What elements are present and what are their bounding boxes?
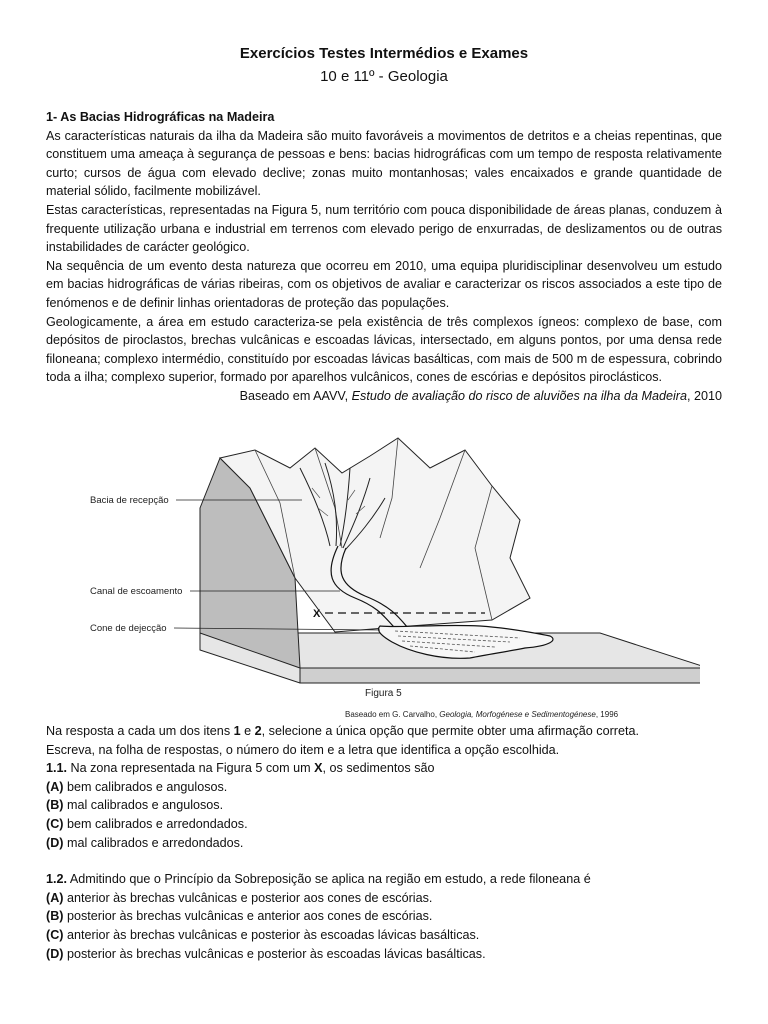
figure-5 xyxy=(80,428,700,726)
option-letter: (D) xyxy=(46,946,64,961)
source-title: Estudo de avaliação do risco de aluviões na ilha da Madeira xyxy=(351,388,687,403)
question-stem: Admitindo que o Princípio da Sobreposição se aplica na região em estudo, a rede filoneana é xyxy=(67,872,591,887)
option-text: bem calibrados e arredondados. xyxy=(63,816,248,831)
source-prefix: Baseado em AAVV, xyxy=(239,388,352,403)
option-b xyxy=(46,796,722,815)
label-reception-basin: Bacia de recepção xyxy=(90,495,169,506)
option-text: bem calibrados e angulosos. xyxy=(63,779,228,794)
option-letter: (A) xyxy=(46,779,64,794)
drainage-basin-diagram xyxy=(80,428,700,726)
option-letter: (C) xyxy=(46,816,64,831)
option-d xyxy=(46,945,722,964)
paragraph: Estas características, representadas na Figura 5, num território com pouca disponibilidade de áreas planas, conduzem à frequente utilização urbana e industrial em terrenos com elevado perigo de enxurradas, de deslizamentos ou de outras instabilidades de carácter geológico. xyxy=(46,202,722,255)
source-suffix: , 2010 xyxy=(686,388,722,403)
question-1-1-stem xyxy=(46,759,722,778)
option-text: mal calibrados e angulosos. xyxy=(63,798,224,813)
label-drainage-channel: Canal de escoamento xyxy=(90,586,183,597)
instr-item-2: 2 xyxy=(254,724,262,738)
option-d xyxy=(46,834,722,853)
instr-text: , selecione a única opção que permite obter uma afirmação correta. xyxy=(261,724,639,738)
question-x: X xyxy=(314,761,323,776)
option-c xyxy=(46,815,722,834)
question-stem: Na zona representada na Figura 5 com um xyxy=(67,761,315,776)
section-1-heading: 1- As Bacias Hidrográficas na Madeira xyxy=(46,110,275,124)
credit-suffix: , 1996 xyxy=(595,710,619,719)
credit-title: Geologia, Morfogénese e Sedimentogénese xyxy=(439,710,596,719)
credit-prefix: Baseado em G. Carvalho, xyxy=(345,710,440,719)
section-1 xyxy=(46,108,722,406)
option-text: posterior às brechas vulcânicas e anterior aos cones de escórias. xyxy=(63,909,433,924)
x-marker-label: X xyxy=(313,608,321,620)
option-text: anterior às brechas vulcânicas e posterior aos cones de escórias. xyxy=(63,890,433,905)
paragraph: Geologicamente, a área em estudo caracteriza-se pela existência de três complexos ígneos: complexo de base, com depósitos de piroclastos, brechas vulcânicas e escoadas lávicas, intersectado, em alguns pontos, por uma densa rede filoneana; complexo intermédio, constituído por escoadas lávicas basálticas, com mais de 500 m de espessura, cobrindo toda a ilha; complexo superior, formado por aparelhos vulcânicos, cones de escórias e depósitos piroclásticos. xyxy=(46,314,722,385)
option-a xyxy=(46,889,722,908)
option-a xyxy=(46,778,722,797)
option-b xyxy=(46,907,722,926)
question-1-2-stem xyxy=(46,870,722,889)
option-letter: (D) xyxy=(46,835,64,850)
instruction-line-1 xyxy=(46,722,722,741)
question-number: 1.1. xyxy=(46,761,68,776)
paragraph: Na sequência de um evento desta natureza que ocorreu em 2010, uma equipa pluridisciplinar desenvolveu um estudo em bacias hidrográficas de várias ribeiras, com os objetivos de avaliar e caracterizar os riscos associados a este tipo de fenómenos e de definir linhas orientadoras de proteção das populações. xyxy=(46,258,722,310)
option-letter: (B) xyxy=(46,798,64,813)
instruction-line-2: Escreva, na folha de respostas, o número do item e a letra que identifica a opção escolhida. xyxy=(46,742,560,757)
paragraph: As características naturais da ilha da Madeira são muito favoráveis a movimentos de detritos e a cheias repentinas, que constituem uma ameaça à segurança de pessoas e bens: bacias hidrográficas com um tempo de resposta relativamente curto; cursos de água com elevado declive; zonas muito montanhosas; vales encaixados e grande quantidade de material sólido, facilmente mobilizável. xyxy=(46,128,722,199)
questions-block xyxy=(46,722,722,963)
option-c xyxy=(46,926,722,945)
question-number: 1.2. xyxy=(46,872,68,887)
source-citation xyxy=(46,387,722,406)
option-letter: (C) xyxy=(46,927,64,942)
document-title: Exercícios Testes Intermédios e Exames xyxy=(239,45,529,62)
option-text: posterior às brechas vulcânicas e posterior às escoadas lávicas basálticas. xyxy=(63,946,486,961)
instr-text: e xyxy=(240,724,255,738)
instr-item-1: 1 xyxy=(233,724,241,738)
question-stem: , os sedimentos são xyxy=(322,761,435,776)
option-text: mal calibrados e arredondados. xyxy=(63,835,244,850)
figure-credit xyxy=(345,710,619,719)
document-subtitle: 10 e 11º - Geologia xyxy=(320,68,448,85)
option-letter: (A) xyxy=(46,890,64,905)
option-letter: (B) xyxy=(46,909,64,924)
base-front xyxy=(300,668,700,683)
label-alluvial-cone: Cone de dejecção xyxy=(90,623,167,634)
option-text: anterior às brechas vulcânicas e posterior às escoadas lávicas basálticas. xyxy=(63,927,480,942)
instr-text: Na resposta a cada um dos itens xyxy=(46,724,234,738)
figure-caption: Figura 5 xyxy=(365,688,402,699)
